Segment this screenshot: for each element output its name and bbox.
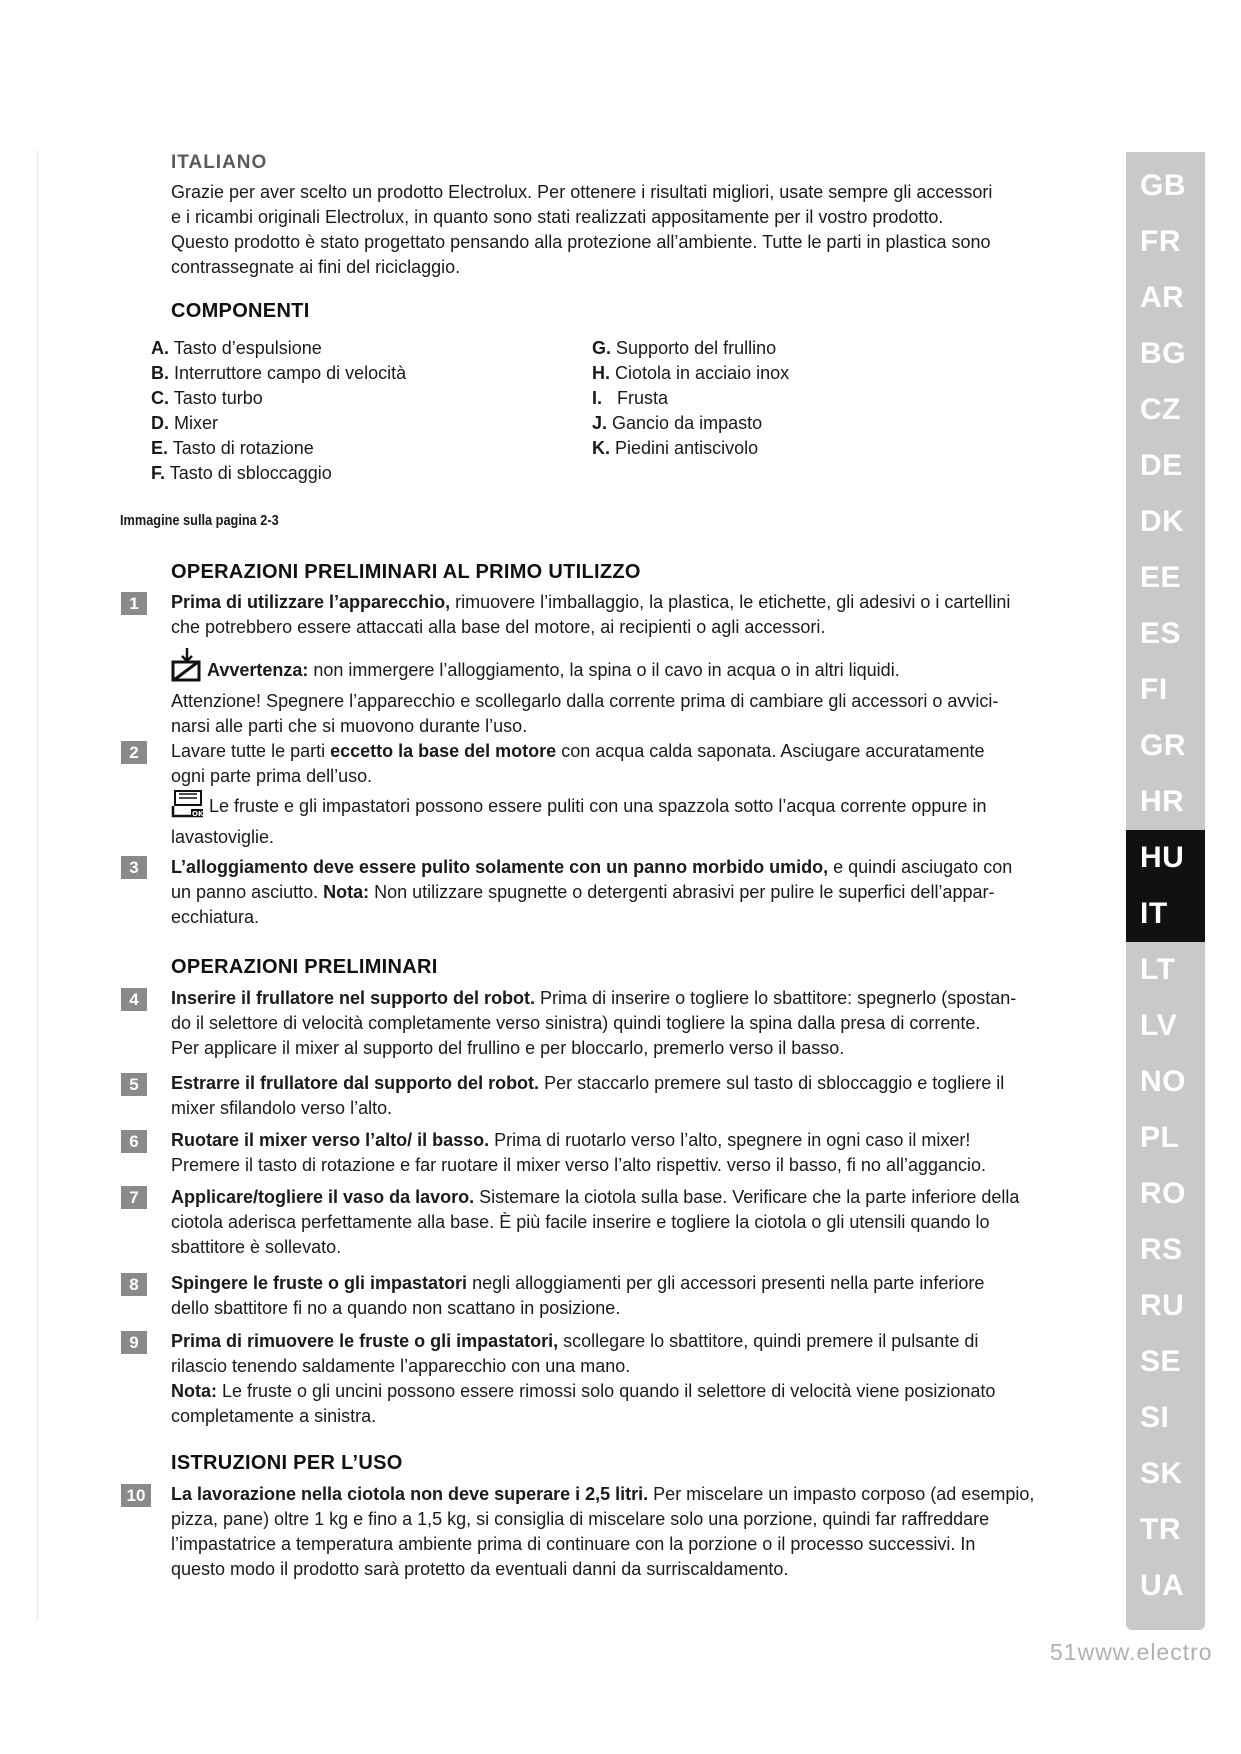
component-item	[592, 386, 789, 411]
intro-paragraph	[171, 180, 1131, 280]
language-tab-ro[interactable]: RO	[1140, 1177, 1186, 1210]
step-line: ogni parte prima dell’uso.	[171, 766, 373, 786]
language-tab-hu[interactable]: HU	[1126, 830, 1205, 886]
step-number: 2	[121, 741, 147, 764]
step-bold: Spingere le fruste o gli impastatori	[171, 1273, 468, 1293]
step-7-text	[171, 1185, 1086, 1260]
component-item	[151, 386, 406, 411]
step-bold: L’alloggiamento deve essere pulito solamente con un panno morbido umido,	[171, 857, 829, 877]
step-text: Sistemare la ciotola sulla base. Verificare che la parte inferiore della	[474, 1187, 1020, 1207]
step-line: dello sbattitore fi no a quando non scattano in posizione.	[171, 1298, 621, 1318]
intro-line: Questo prodotto è stato progettato pensando alla protezione all’ambiente. Tutte le parti in plastica sono	[171, 232, 991, 252]
step-line	[171, 1128, 1086, 1153]
component-label: Tasto turbo	[173, 388, 263, 408]
step-bold: Ruotare il mixer verso l’alto/ il basso.	[171, 1130, 490, 1150]
component-item	[151, 361, 406, 386]
dishwasher-note	[171, 790, 1086, 850]
step-line: mixer sfilandolo verso l’alto.	[171, 1098, 393, 1118]
component-letter: E.	[151, 438, 169, 458]
component-item	[151, 336, 406, 361]
step-bold: Estrarre il frullatore dal supporto del robot.	[171, 1073, 540, 1093]
step-number: 4	[121, 988, 147, 1011]
components-right-list	[592, 336, 789, 461]
step-text: rimuovere l’imballaggio, la plastica, le etichette, gli adesivi o i cartellini	[450, 592, 1011, 612]
step-line: sbattitore è sollevato.	[171, 1237, 342, 1257]
component-item	[151, 411, 406, 436]
language-tab-lv[interactable]: LV	[1140, 1009, 1178, 1042]
step-line: ecchiatura.	[171, 907, 260, 927]
image-caption: Immagine sulla pagina 2-3	[120, 512, 279, 529]
component-letter: H.	[592, 363, 610, 383]
section-title-usage: ISTRUZIONI PER L’USO	[171, 1452, 403, 1474]
component-item	[592, 336, 789, 361]
svg-text:OK: OK	[192, 810, 204, 818]
step-3-text	[171, 855, 1086, 930]
language-tab-de[interactable]: DE	[1140, 449, 1183, 482]
component-label: Tasto di sbloccaggio	[169, 463, 332, 483]
component-letter: B.	[151, 363, 169, 383]
step-line: Per applicare il mixer al supporto del frullino e per bloccarlo, premerlo verso il basso.	[171, 1038, 845, 1058]
step-bold: Applicare/togliere il vaso da lavoro.	[171, 1187, 475, 1207]
step-line: l’impastatrice a temperatura ambiente prima di continuare con la porzione o il processo successivi. In	[171, 1534, 976, 1554]
language-tab-hr[interactable]: HR	[1140, 785, 1185, 818]
step-number: 10	[121, 1484, 151, 1507]
component-label: Ciotola in acciaio inox	[615, 363, 790, 383]
step-line	[171, 1271, 1086, 1296]
step-bold: Inserire il frullatore nel supporto del robot.	[171, 988, 536, 1008]
no-immerse-icon	[171, 648, 203, 689]
language-tab-se[interactable]: SE	[1140, 1345, 1182, 1378]
component-item	[151, 461, 406, 486]
step-4-text	[171, 986, 1086, 1061]
dishwasher-line: lavastoviglie.	[171, 827, 275, 847]
language-tab-ua[interactable]: UA	[1140, 1569, 1185, 1602]
intro-line: e i ricambi originali Electrolux, in quanto sono stati realizzati appositamente per il vostro prodotto.	[171, 207, 944, 227]
component-letter: J.	[592, 413, 608, 433]
component-label: Supporto del frullino	[616, 338, 777, 358]
language-tab-rs[interactable]: RS	[1140, 1233, 1183, 1266]
step-line: do il selettore di velocità completamente verso sinistra) quindi togliere la spina dalla presa di corrente.	[171, 1013, 981, 1033]
step-text: Le fruste o gli uncini possono essere rimossi solo quando il selettore di velocità viene posizionato	[217, 1381, 996, 1401]
components-title: COMPONENTI	[171, 300, 310, 322]
step-text: Per staccarlo premere sul tasto di sbloccaggio e togliere il	[539, 1073, 1005, 1093]
component-label: Gancio da impasto	[612, 413, 763, 433]
language-tab-it[interactable]: IT	[1126, 886, 1205, 942]
step-bold: La lavorazione nella ciotola non deve superare i 2,5 litri.	[171, 1484, 649, 1504]
warning-line: narsi alle parti che si muovono durante l’uso.	[171, 716, 528, 736]
step-line	[171, 880, 1086, 905]
step-number: 9	[121, 1331, 147, 1354]
warning-note	[171, 648, 1086, 739]
step-line: completamente a sinistra.	[171, 1406, 377, 1426]
component-label: Piedini antiscivolo	[615, 438, 759, 458]
warning-bold: Avvertenza:	[207, 660, 309, 680]
step-text: con acqua calda saponata. Asciugare accuratamente	[556, 741, 985, 761]
step-number: 1	[121, 592, 147, 615]
component-item	[151, 436, 406, 461]
language-tab-pl[interactable]: PL	[1140, 1121, 1180, 1154]
warning-line: Attenzione! Spegnere l’apparecchio e scollegarlo dalla corrente prima di cambiare gli accessori o avvici-	[171, 691, 999, 711]
step-text: negli alloggiamenti per gli accessori presenti nella parte inferiore	[467, 1273, 985, 1293]
step-number: 7	[121, 1186, 147, 1209]
step-bold: eccetto la base del motore	[330, 741, 557, 761]
step-1-text	[171, 590, 1086, 640]
component-letter: C.	[151, 388, 169, 408]
component-letter: G.	[592, 338, 612, 358]
dishwasher-line	[171, 790, 1086, 825]
step-line: che potrebbero essere attaccati alla base del motore, ai recipienti o agli accessori.	[171, 617, 826, 637]
step-line	[171, 1482, 1086, 1507]
step-2-text	[171, 739, 1086, 789]
step-line	[171, 1071, 1086, 1096]
section-title-preliminary: OPERAZIONI PRELIMINARI	[171, 956, 438, 978]
language-heading: ITALIANO	[171, 152, 268, 173]
component-letter: F.	[151, 463, 166, 483]
component-item	[592, 411, 789, 436]
component-label: Mixer	[174, 413, 219, 433]
step-bold: Nota:	[323, 882, 370, 902]
language-tab-cz[interactable]: CZ	[1140, 393, 1181, 426]
intro-line: Grazie per aver scelto un prodotto Electrolux. Per ottenere i risultati migliori, usate sempre gli accessori	[171, 182, 993, 202]
step-line	[171, 1329, 1086, 1354]
step-8-text	[171, 1271, 1086, 1321]
left-margin-line	[37, 150, 38, 1620]
step-line: Premere il tasto di rotazione e far ruotare il mixer verso l’alto rispettiv. verso il basso, fi no all’aggancio.	[171, 1155, 987, 1175]
language-tab-fi[interactable]: FI	[1140, 673, 1168, 706]
step-bold: Prima di utilizzare l’apparecchio,	[171, 592, 451, 612]
step-text: Prima di ruotarlo verso l’alto, spegnere in ogni caso il mixer!	[489, 1130, 971, 1150]
language-tab-dk[interactable]: DK	[1140, 505, 1185, 538]
component-letter: I.	[592, 388, 603, 408]
language-tab-si[interactable]: SI	[1140, 1401, 1170, 1434]
step-bold: Prima di rimuovere le fruste o gli impastatori,	[171, 1331, 559, 1351]
component-letter: D.	[151, 413, 169, 433]
step-number: 6	[121, 1130, 147, 1153]
language-tab-no[interactable]: NO	[1140, 1065, 1186, 1098]
language-tab-gb[interactable]: GB	[1140, 169, 1186, 202]
step-line: ciotola aderisca perfettamente alla base. È più facile inserire e togliere la ciotola o gli utensili quando lo	[171, 1212, 990, 1232]
dishwasher-icon	[171, 790, 205, 825]
language-tab-ee[interactable]: EE	[1140, 561, 1182, 594]
language-tab-es[interactable]: ES	[1140, 617, 1182, 650]
language-tab-ru[interactable]: RU	[1140, 1289, 1185, 1322]
step-number: 3	[121, 856, 147, 879]
language-tab-sk[interactable]: SK	[1140, 1457, 1183, 1490]
step-number: 5	[121, 1073, 147, 1096]
components-left-list	[151, 336, 406, 486]
section-title-preliminary-first-use: OPERAZIONI PRELIMINARI AL PRIMO UTILIZZO	[171, 561, 641, 583]
step-text: e quindi asciugato con	[828, 857, 1013, 877]
component-letter: A.	[151, 338, 169, 358]
step-bold: Nota:	[171, 1381, 217, 1401]
page-footer: 51www.electro	[1050, 1639, 1213, 1665]
warning-line	[171, 648, 1086, 689]
step-line: questo modo il prodotto sarà protetto da eventuali danni da surriscaldamento.	[171, 1559, 789, 1579]
step-line: pizza, pane) oltre 1 kg e fino a 1,5 kg, si consiglia di miscelare solo una porzione, quindi far raffreddare	[171, 1509, 990, 1529]
component-label: Tasto d’espulsione	[173, 338, 322, 358]
step-line	[171, 1379, 1086, 1404]
component-label: Interruttore campo di velocità	[174, 363, 407, 383]
step-number: 8	[121, 1273, 147, 1296]
step-text: Per miscelare un impasto corposo (ad esempio,	[648, 1484, 1035, 1504]
language-tab-gr[interactable]: GR	[1140, 729, 1186, 762]
step-line	[171, 855, 1086, 880]
language-tab-fr[interactable]: FR	[1140, 225, 1181, 258]
component-label: Frusta	[617, 388, 669, 408]
step-line	[171, 590, 1086, 615]
step-line: rilascio tenendo saldamente l’apparecchio con una mano.	[171, 1356, 631, 1376]
intro-line: contrassegnate ai fini del riciclaggio.	[171, 257, 461, 277]
language-tab-ar[interactable]: AR	[1140, 281, 1185, 314]
step-text: scollegare lo sbattitore, quindi premere il pulsante di	[558, 1331, 979, 1351]
step-line	[171, 986, 1086, 1011]
dishwasher-text: Le fruste e gli impastatori possono essere puliti con una spazzola sotto l’acqua corrente oppure in	[209, 796, 987, 816]
step-10-text	[171, 1482, 1086, 1582]
step-text: Non utilizzare spugnette o detergenti abrasivi per pulire le superfici dell’appar-	[369, 882, 995, 902]
warning-text: non immergere l’alloggiamento, la spina o il cavo in acqua o in altri liquidi.	[308, 660, 900, 680]
step-text: Lavare tutte le parti	[171, 741, 331, 761]
step-text: un panno asciutto.	[171, 882, 324, 902]
step-line	[171, 1185, 1086, 1210]
step-9-text	[171, 1329, 1086, 1429]
step-6-text	[171, 1128, 1086, 1178]
language-tab-tr[interactable]: TR	[1140, 1513, 1181, 1546]
language-tab-bg[interactable]: BG	[1140, 337, 1186, 370]
language-tab-lt[interactable]: LT	[1140, 953, 1176, 986]
component-label: Tasto di rotazione	[172, 438, 314, 458]
step-line	[171, 739, 1086, 764]
step-5-text	[171, 1071, 1086, 1121]
step-text: Prima di inserire o togliere lo sbattitore: spegnerlo (spostan-	[535, 988, 1017, 1008]
component-item	[592, 361, 789, 386]
component-letter: K.	[592, 438, 610, 458]
component-item	[592, 436, 789, 461]
